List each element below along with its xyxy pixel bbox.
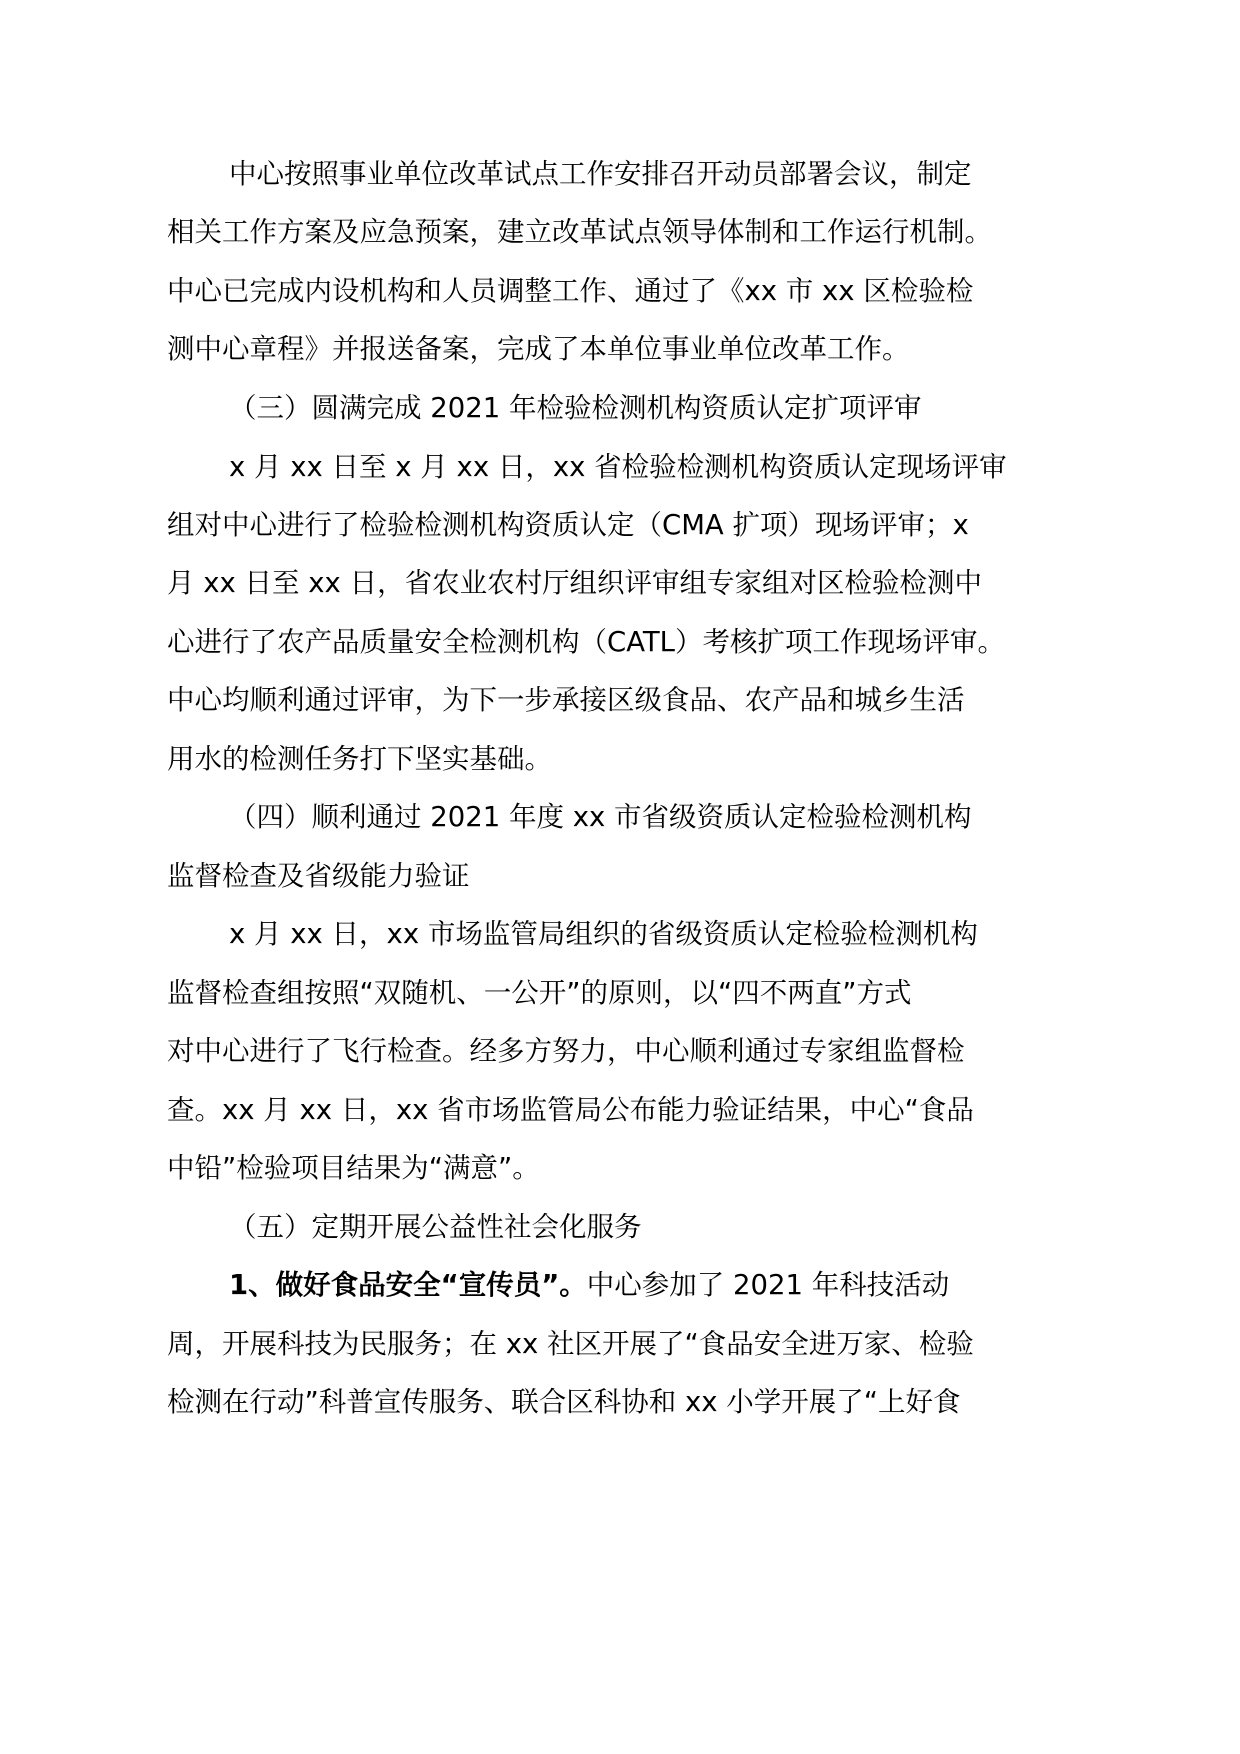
section-heading: 监督检查及省级能力验证	[167, 860, 470, 892]
paragraph-line: 用水的检测任务打下坚实基础。	[167, 743, 552, 775]
paragraph-line: 对中心进行了飞行检查。经多方努力，中心顺利通过专家组监督检	[167, 1035, 965, 1067]
paragraph-line: 周，开展科技为民服务；在 xx 社区开展了“食品安全进万家、检验	[167, 1328, 974, 1360]
paragraph-line: 测中心章程》并报送备案，完成了本单位事业单位改革工作。	[167, 333, 910, 365]
paragraph-line: 监督检查组按照“双随机、一公开”的原则，以“四不两直”方式	[167, 977, 912, 1009]
paragraph-text: 中心参加了 2021 年科技活动	[586, 1269, 950, 1301]
paragraph-line: 心进行了农产品质量安全检测机构（CATL）考核扩项工作现场评审。	[167, 626, 1005, 658]
paragraph-line: 检测在行动”科普宣传服务、联合区科协和 xx 小学开展了“上好食	[167, 1386, 961, 1418]
paragraph-line: 月 xx 日至 xx 日，省农业农村厅组织评审组专家组对区检验检测中	[167, 567, 983, 599]
section-heading: （五）定期开展公益性社会化服务	[229, 1211, 642, 1243]
bold-lead: 1、做好食品安全“宣传员”。	[229, 1269, 587, 1301]
paragraph-line: 中铅”检验项目结果为“满意”。	[167, 1152, 540, 1184]
paragraph-line: 相关工作方案及应急预案，建立改革试点领导体制和工作运行机制。	[167, 216, 992, 248]
paragraph-line: 组对中心进行了检验检测机构资质认定（CMA 扩项）现场评审；x	[167, 509, 969, 541]
paragraph-line: 中心均顺利通过评审，为下一步承接区级食品、农产品和城乡生活	[167, 684, 965, 716]
paragraph-line: 查。xx 月 xx 日，xx 省市场监管局公布能力验证结果，中心“食品	[167, 1094, 974, 1126]
paragraph-line: x 月 xx 日至 x 月 xx 日，xx 省检验检测机构资质认定现场评审	[229, 451, 1007, 483]
paragraph-line: x 月 xx 日，xx 市场监管局组织的省级资质认定检验检测机构	[229, 918, 978, 950]
section-heading: （三）圆满完成 2021 年检验检测机构资质认定扩项评审	[229, 392, 922, 424]
paragraph-line	[229, 1265, 949, 1305]
paragraph-line: 中心按照事业单位改革试点工作安排召开动员部署会议，制定	[229, 158, 972, 190]
section-heading: （四）顺利通过 2021 年度 xx 市省级资质认定检验检测机构	[229, 801, 972, 833]
paragraph-line: 中心已完成内设机构和人员调整工作、通过了《xx 市 xx 区检验检	[167, 275, 974, 307]
